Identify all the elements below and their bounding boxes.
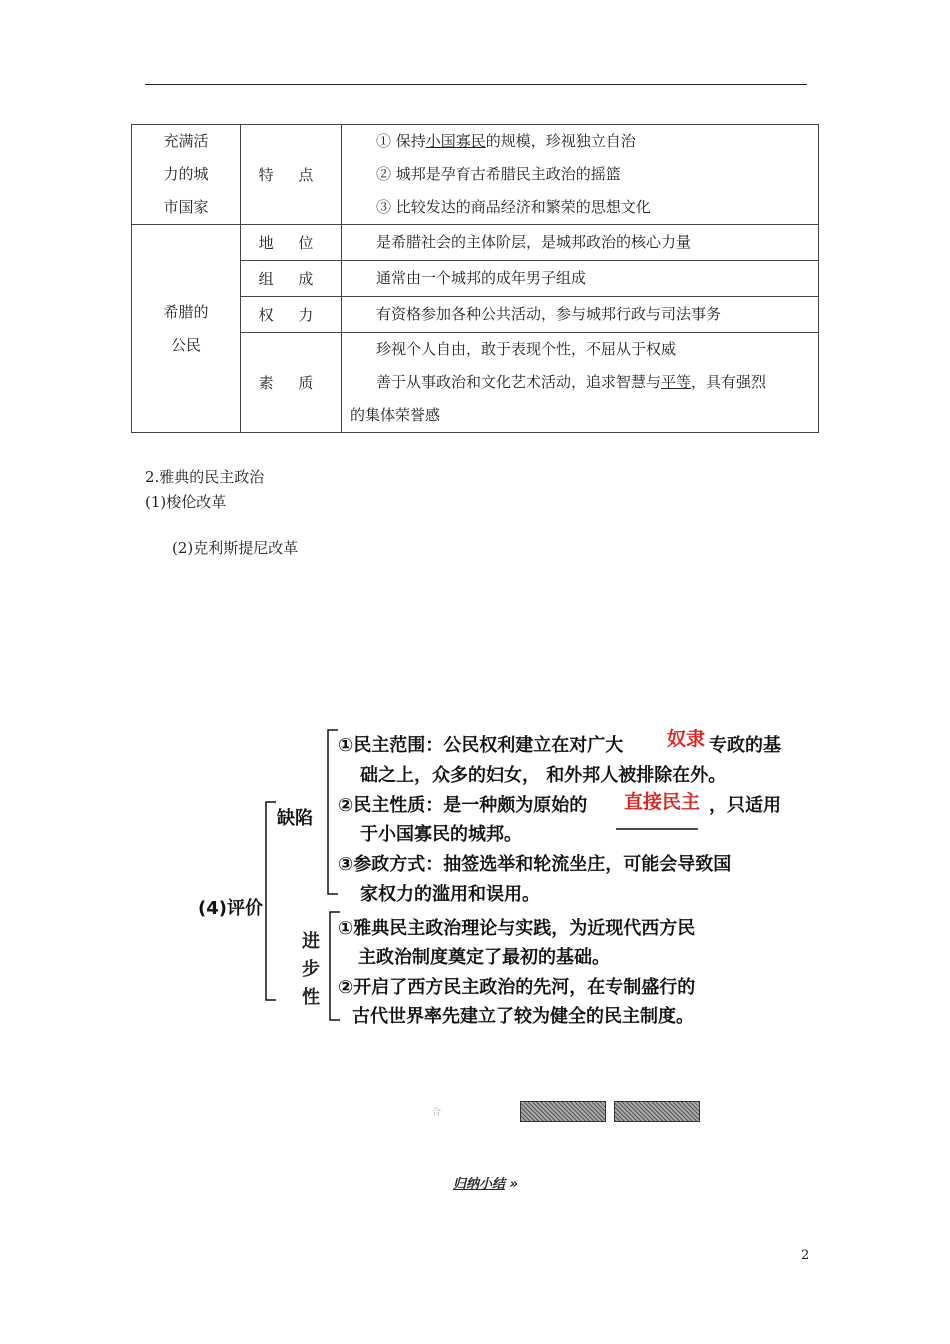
- label-status: 地 位: [241, 225, 342, 261]
- defect-line: ③参政方式：抽签选举和轮流坐庄，可能会导致国: [338, 854, 732, 875]
- fill-answer-slave: 奴隶: [667, 728, 706, 750]
- progress-line: ②开启了西方民主政治的先河，在专制盛行的: [338, 977, 696, 998]
- fill-answer-direct-democracy: 直接民主: [624, 791, 701, 813]
- label-rights: 权 力: [241, 297, 342, 333]
- label-composition: 组 成: [241, 261, 342, 297]
- category-city-state: 充满活 力的城 市国家: [132, 125, 241, 225]
- rights-text: 有资格参加各种公共活动，参与城邦行政与司法事务: [376, 305, 722, 323]
- feature-1: ① 保持小国寡民的规模，珍视独立自治: [376, 132, 636, 150]
- defect-line: ②民主性质：是一种颇为原始的: [338, 795, 588, 816]
- evaluation-root: (4)评价: [198, 898, 263, 919]
- page-number: 2: [801, 1248, 810, 1263]
- defects-label: 缺陷: [277, 808, 313, 829]
- category-citizens: 希腊的 公民: [132, 225, 241, 433]
- defect-line: ①民主范围：公民权利建立在对广大: [338, 735, 624, 756]
- composition-text: 通常由一个城邦的成年男子组成: [376, 269, 587, 287]
- defect-line: 础之上，众多的妇女， 和外邦人被排除在外。: [360, 765, 727, 786]
- pattern-block: [520, 1101, 606, 1122]
- double-chevron-icon: »: [509, 1177, 518, 1192]
- defect-line: 家权力的滥用和误用。: [360, 884, 540, 905]
- pattern-block: [614, 1101, 700, 1122]
- feature-2: ② 城邦是孕育古希腊民主政治的摇篮: [376, 165, 621, 183]
- defect-line: 专政的基: [709, 735, 781, 756]
- defect-line: 于小国寡民的城邦。: [360, 824, 522, 845]
- underlined-term: 平等: [661, 373, 692, 391]
- underlined-term: 小国寡民: [425, 132, 486, 150]
- faint-char: 合: [432, 1108, 442, 1118]
- progress-line: ①雅典民主政治理论与实践，为近现代西方民: [338, 918, 696, 939]
- label-quality: 素 质: [241, 333, 342, 433]
- summary-heading: 归纳小结 »: [453, 1177, 518, 1192]
- status-text: 是希腊社会的主体阶层，是城邦政治的核心力量: [376, 233, 692, 251]
- progress-line: 古代世界率先建立了较为健全的民主制度。: [352, 1006, 694, 1027]
- label-features: 特 点: [241, 125, 342, 225]
- defect-line: ，只适用: [709, 795, 781, 816]
- subheading-cleisthenes: (2)克利斯提尼改革: [172, 539, 299, 557]
- section-heading: 2.雅典的民主政治: [145, 468, 265, 486]
- feature-3: ③ 比较发达的商品经济和繁荣的思想文化: [376, 198, 651, 216]
- quality-cell: 珍视个人自由，敢于表现个性，不屈从于权威 善于从事政治和文化艺术活动，追求智慧与平等，具有强烈 的集体荣誉感: [342, 333, 819, 433]
- subheading-solon: (1)梭伦改革: [145, 493, 227, 511]
- progress-label: 进 步 性: [302, 931, 320, 1008]
- progress-line: 主政治制度奠定了最初的基础。: [358, 947, 610, 968]
